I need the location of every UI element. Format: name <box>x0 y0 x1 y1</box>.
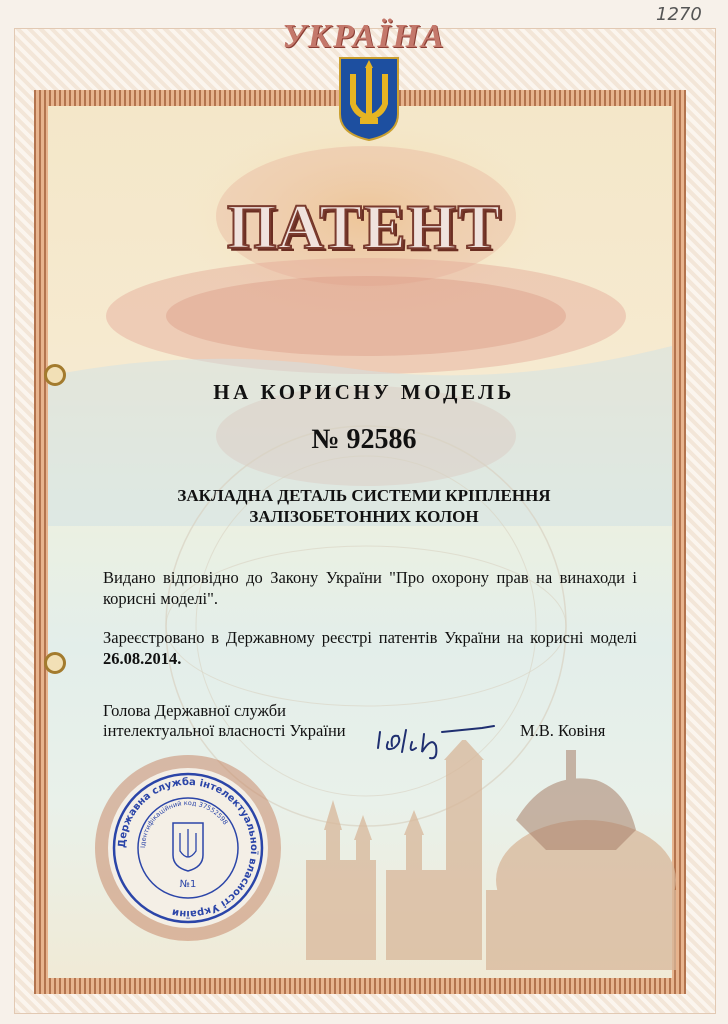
registration-statement <box>103 627 637 669</box>
country-name: УКРАЇНА <box>282 18 446 55</box>
document-subtitle: НА КОРИСНУ МОДЕЛЬ <box>213 380 515 404</box>
ukraine-trident-icon <box>338 56 400 142</box>
kyiv-landmarks-illustration <box>296 740 676 972</box>
binding-ring-top <box>44 364 66 386</box>
invention-title-line-1: ЗАКЛАДНА ДЕТАЛЬ СИСТЕМИ КРІПЛЕННЯ <box>177 486 551 505</box>
issued-statement: Видано відповідно до Закону України "Про охорону прав на винаходи і корисні моделі". <box>103 568 637 608</box>
handwritten-annotation: 1270 <box>656 4 702 25</box>
patent-number: № 92586 <box>311 424 417 455</box>
invention-title-line-2: ЗАЛІЗОБЕТОННИХ КОЛОН <box>249 507 479 526</box>
seal-inner-text: Ідентифікаційний код 37552598 <box>138 798 230 849</box>
seal-number: №1 <box>179 879 197 890</box>
patent-title: ПАТЕНТ <box>226 191 502 262</box>
invention-title <box>110 485 618 527</box>
registration-text: Зареєстровано в Державному реєстрі патентів України на корисні моделі <box>103 628 637 647</box>
official-seal <box>93 753 283 943</box>
signer-title <box>103 701 403 741</box>
binding-ring-bottom <box>44 652 66 674</box>
handwritten-signature <box>372 712 512 762</box>
signer-name: М.В. Ковіня <box>520 721 606 740</box>
signer-title-line-2: інтелектуальної власності України <box>103 721 346 740</box>
seal-outer-text: Державна служба інтелектуальної власності України <box>116 776 260 920</box>
registration-date: 26.08.2014. <box>103 649 182 668</box>
signer-title-line-1: Голова Державної служби <box>103 701 286 720</box>
